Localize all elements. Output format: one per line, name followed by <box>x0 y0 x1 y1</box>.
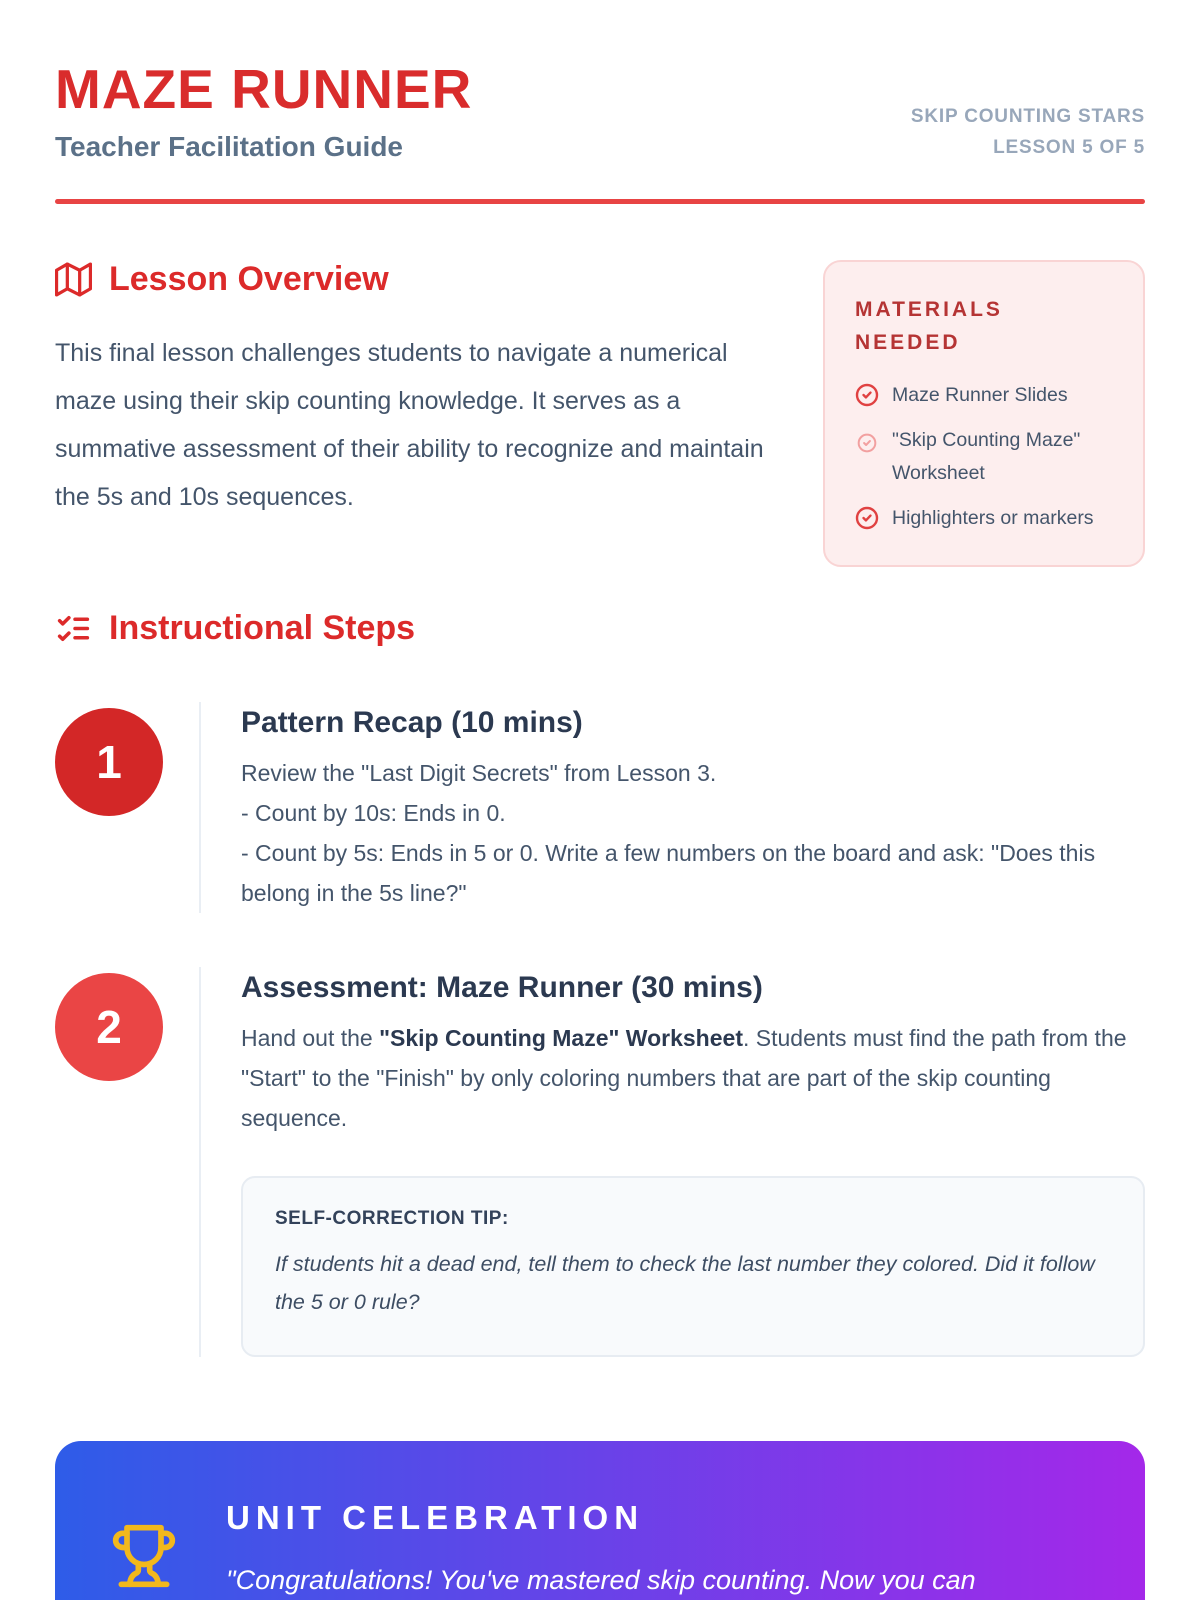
banner-content <box>226 1499 976 1600</box>
overview-column <box>55 260 775 521</box>
circle-check-icon <box>855 506 879 530</box>
page-subtitle: Teacher Facilitation Guide <box>55 131 404 162</box>
step-1-number-badge: 1 <box>55 708 163 816</box>
unit-label: SKIP COUNTING STARS <box>910 106 1145 128</box>
page-title: MAZE RUNNER <box>55 58 473 120</box>
banner-heading: UNIT CELEBRATION <box>226 1499 645 1537</box>
list-item <box>855 424 1115 490</box>
header-divider <box>55 199 1145 204</box>
header <box>55 58 1145 163</box>
steps-heading-row <box>55 609 1145 648</box>
checklist-icon <box>55 610 92 647</box>
map-icon <box>55 261 92 298</box>
step-2-number-badge: 2 <box>55 973 163 1081</box>
step-2-title: Assessment: Maze Runner (30 mins) <box>241 971 763 1005</box>
header-meta <box>911 102 1145 163</box>
step-1-content <box>199 702 1145 913</box>
banner-quote: "Congratulations! You've mastered skip counting. Now you can <box>226 1565 976 1596</box>
self-correction-tip-box <box>241 1176 1145 1357</box>
circle-check-icon <box>857 431 877 451</box>
materials-heading: MATERIALS NEEDED <box>855 298 1003 354</box>
steps-heading: Instructional Steps <box>109 609 416 648</box>
overview-heading-row <box>55 260 775 299</box>
overview-section <box>55 260 1145 567</box>
material-label: Maze Runner Slides <box>892 384 1068 407</box>
step-1 <box>55 702 1145 913</box>
step-1-line: Review the "Last Digit Secrets" from Lesson 3. <box>241 760 717 787</box>
materials-box <box>823 260 1145 567</box>
step-2 <box>55 967 1145 1357</box>
materials-list <box>855 379 1115 535</box>
step-2-text: . Students must find the path from the "Start" to the "Finish" by only coloring numbers that are part of the skip counting sequence. <box>241 1025 1127 1132</box>
steps-section <box>55 609 1145 1357</box>
overview-heading: Lesson Overview <box>109 260 389 298</box>
lesson-label: LESSON 5 OF 5 <box>993 136 1145 158</box>
material-label: "Skip Counting Maze" Worksheet <box>892 429 1081 485</box>
circle-check-icon <box>855 383 879 407</box>
step-2-text: Hand out the <box>241 1025 380 1052</box>
step-2-bold-text: "Skip Counting Maze" Worksheet <box>379 1025 743 1052</box>
tip-text: If students hit a dead end, tell them to check the last number they colored. Did it follow the 5 or 0 rule? <box>275 1252 1095 1315</box>
trophy-icon <box>110 1511 178 1600</box>
list-item <box>855 379 1115 412</box>
unit-celebration-banner <box>55 1441 1145 1600</box>
header-left <box>55 58 473 163</box>
step-1-body <box>241 753 1145 913</box>
step-2-content <box>199 967 1145 1357</box>
material-label: Highlighters or markers <box>892 507 1094 530</box>
tip-label: SELF-CORRECTION TIP: <box>275 1208 509 1230</box>
overview-paragraph: This final lesson challenges students to navigate a numerical maze using their skip counting knowledge. It serves as a summative assessment of their ability to recognize and maintain the 5s and 10s sequences. <box>55 339 764 511</box>
step-1-line: - Count by 10s: Ends in 0. <box>241 800 506 827</box>
step-1-line: - Count by 5s: Ends in 5 or 0. Write a few numbers on the board and ask: "Does this belong in the 5s line?" <box>241 840 1096 907</box>
step-1-title: Pattern Recap (10 mins) <box>241 706 583 740</box>
list-item <box>855 502 1115 535</box>
step-2-body <box>241 1018 1145 1138</box>
